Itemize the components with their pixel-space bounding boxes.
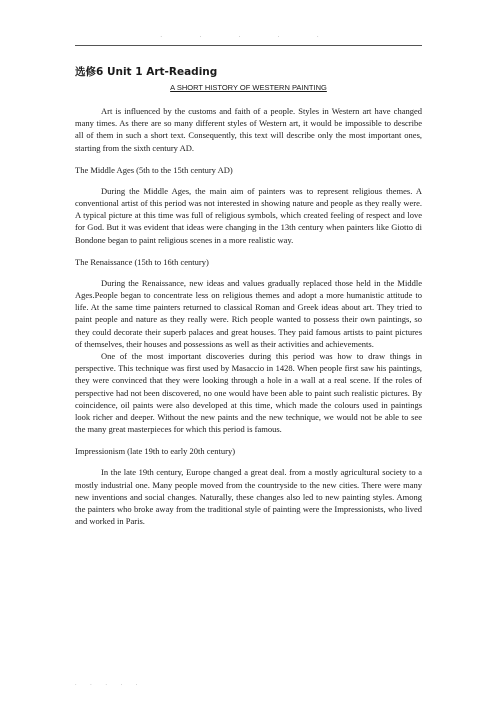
intro-paragraph: Art is influenced by the customs and faith of a people. Styles in Western art have changed many times. As there are so many different styles of Western art, it would be impossible to describe all of them in such a short text. Consequently, this text will describe only the most important ones, starting from the sixth century AD. (75, 106, 422, 153)
middle-ages-paragraph: During the Middle Ages, the main aim of painters was to represent religious themes. A conventional artist of this period was not interested in showing nature and people as they really were. A typical picture at this time was full of religious symbols, which created feeling of respect and love for God. But it was evident that ideas were changing in the 13th century when painters like Giotto di Bondone began to paint religious scenes in a more realistic way. (75, 185, 422, 245)
section-heading-impressionism: Impressionism (late 19th to early 20th century) (75, 446, 236, 457)
footer-ornament: · · · · · (75, 682, 144, 688)
header-rule (75, 45, 422, 46)
impressionism-paragraph: In the late 19th century, Europe changed a great deal. from a mostly agricultural society to a mostly industrial one. Many people moved from the countryside to the new cities. There were many new inventions and social changes. Naturally, these changes also led to new painting styles. Among the painters who broke away from the traditional style of painting were the Impressionists, who lived and worked in Paris. (75, 467, 422, 527)
renaissance-paragraph-2: One of the most important discoveries during this period was how to draw things in perspective. This technique was first used by Masaccio in 1428. When people first saw his paintings, they were convinced that they were looking through a hole in a wall at a real scene. If the roles of perspective had not been discovered, no one would have been able to paint such realistic pictures. By coincidence, oil paints were also developed at this time, which made the colours used in paintings look richer and deeper. Without the new paints and the new technique, we would not be able to see the many great masterpieces for which this period is famous. (75, 351, 422, 435)
article-title: A SHORT HISTORY OF WESTERN PAINTING (170, 83, 327, 92)
header-ornament: · · · · · (160, 34, 337, 40)
document-title: 选修6 Unit 1 Art-Reading (75, 66, 218, 78)
section-heading-middle-ages: The Middle Ages (5th to the 15th century AD) (75, 164, 233, 175)
renaissance-paragraph-1: During the Renaissance, new ideas and values gradually replaced those held in the Middle Ages.People began to concentrate less on religious themes and adopt a more humanistic attitude to life. At the same time painters returned to classical Roman and Greek ideas about art. They tried to paint people and nature as they really were. Rich people wanted to possess their own paintings, so they could decorate their superb palaces and great houses. They paid famous artists to paint pictures of themselves, their houses and possessions as well as their activities and achievements. (75, 277, 422, 349)
document-body (75, 66, 422, 527)
section-heading-renaissance: The Renaissance (15th to 16th century) (75, 256, 209, 267)
